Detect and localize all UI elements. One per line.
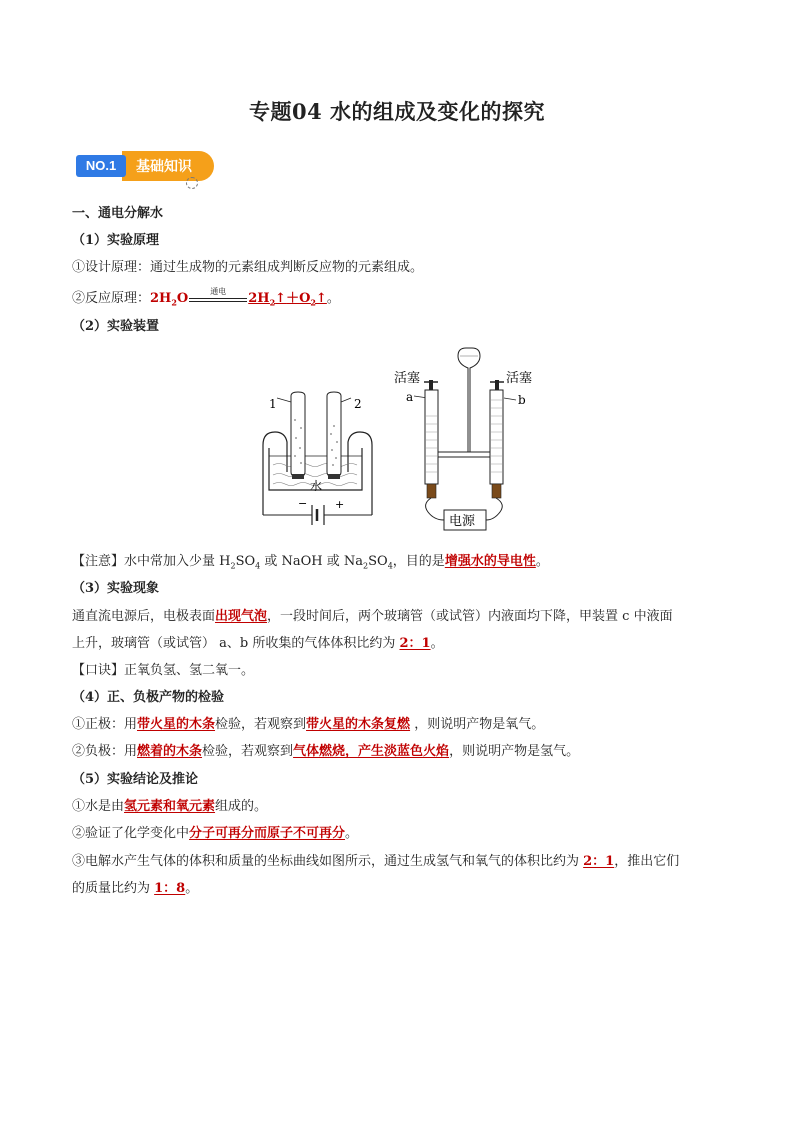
equation: $2H_2O$ 通电 $2H_2↑+O_2↑$ bbox=[150, 286, 327, 308]
note-line: 【注意】水中常加入少量 $H_2SO_4$ 或 NaOH 或 $Na_2SO_4$，目的是增强水的导电性。 bbox=[72, 554, 549, 571]
conclusion-1: ①水是由氢元素和氧元素组成的。 bbox=[72, 799, 268, 814]
power-supply-label: 电源 bbox=[449, 514, 476, 529]
positive-terminal-label: + bbox=[335, 498, 345, 511]
answer-mass-ratio: 1：8 bbox=[154, 881, 186, 896]
negative-electrode-test: ②负极：用燃着的木条检验，若观察到气体燃烧，产生淡蓝色火焰，则说明产物是氢气。 bbox=[72, 744, 580, 759]
subheading-apparatus: （2）实验装置 bbox=[72, 319, 160, 334]
decorative-circle-icon bbox=[186, 177, 198, 189]
tube-a-label: a bbox=[406, 390, 414, 404]
valve-left-label: 活塞 bbox=[394, 371, 421, 386]
conclusion-2: ②验证了化学变化中分子可再分而原子不可再分。 bbox=[72, 826, 359, 841]
conclusion-3-line-1: ③电解水产生气体的体积和质量的坐标曲线如图所示，通过生成氢气和氧气的体积比约为 2：1，推出它们 bbox=[72, 854, 680, 869]
badge-number: NO.1 bbox=[76, 155, 126, 177]
positive-electrode-test: ①正极：用带火星的木条检验，若观察到带火星的木条复燃 ，则说明产物是氧气。 bbox=[72, 717, 545, 732]
answer-volume-ratio: 2：1 bbox=[399, 636, 431, 651]
subheading-principle: （1）实验原理 bbox=[72, 233, 160, 248]
page-title: 专题04 水的组成及变化的探究 bbox=[248, 99, 546, 124]
tube-1-label: 1 bbox=[269, 397, 277, 411]
valve-right-label: 活塞 bbox=[506, 371, 533, 386]
answer-splint-relights: 带火星的木条复燃 bbox=[306, 717, 411, 732]
answer-burning-splint: 燃着的木条 bbox=[137, 744, 203, 759]
mnemonic: 【口诀】正氧负氢、氢二氧一。 bbox=[72, 663, 255, 678]
answer-bubbles: 出现气泡 bbox=[215, 609, 268, 624]
electrolysis-apparatus-left bbox=[255, 390, 380, 530]
negative-terminal-label: − bbox=[298, 497, 308, 510]
design-principle: ①设计原理：通过生成物的元素组成判断反应物的元素组成。 bbox=[72, 260, 424, 275]
subheading-phenomenon: （3）实验现象 bbox=[72, 581, 160, 596]
phenomenon-line-1: 通直流电源后，电极表面出现气泡，一段时间后，两个玻璃管（或试管）内液面均下降，甲装置 c 中液面 bbox=[72, 609, 673, 624]
conclusion-3-line-2: 的质量比约为 1：8。 bbox=[72, 881, 199, 896]
tube-2-label: 2 bbox=[354, 397, 362, 411]
section-badge bbox=[76, 151, 214, 181]
condition-sign: 通电 bbox=[189, 292, 247, 306]
answer-conductivity: 增强水的导电性 bbox=[444, 554, 536, 569]
answer-volume-ratio-2: 2：1 bbox=[583, 854, 615, 869]
water-label: 水 bbox=[310, 479, 323, 493]
badge-label: 基础知识 bbox=[122, 151, 214, 181]
answer-blue-flame: 气体燃烧，产生淡蓝色火焰 bbox=[293, 744, 450, 759]
tube-b-label: b bbox=[518, 393, 526, 407]
phenomenon-line-2: 上升，玻璃管（或试管） a、b 所收集的气体体积比约为 2：1。 bbox=[72, 636, 444, 651]
hofmann-apparatus-right bbox=[392, 344, 552, 544]
subheading-conclusion: （5）实验结论及推论 bbox=[72, 772, 199, 787]
section-heading: 一、通电分解水 bbox=[72, 206, 164, 221]
answer-elements: 氢元素和氧元素 bbox=[124, 799, 216, 814]
answer-molecules-atoms: 分子可再分而原子不可再分 bbox=[189, 826, 346, 841]
reaction-principle: ②反应原理：$2H_2O$ 通电 $2H_2↑+O_2↑$。 bbox=[72, 286, 340, 308]
subheading-product-test: （4）正、负极产物的检验 bbox=[72, 690, 225, 705]
answer-glowing-splint: 带火星的木条 bbox=[137, 717, 216, 732]
